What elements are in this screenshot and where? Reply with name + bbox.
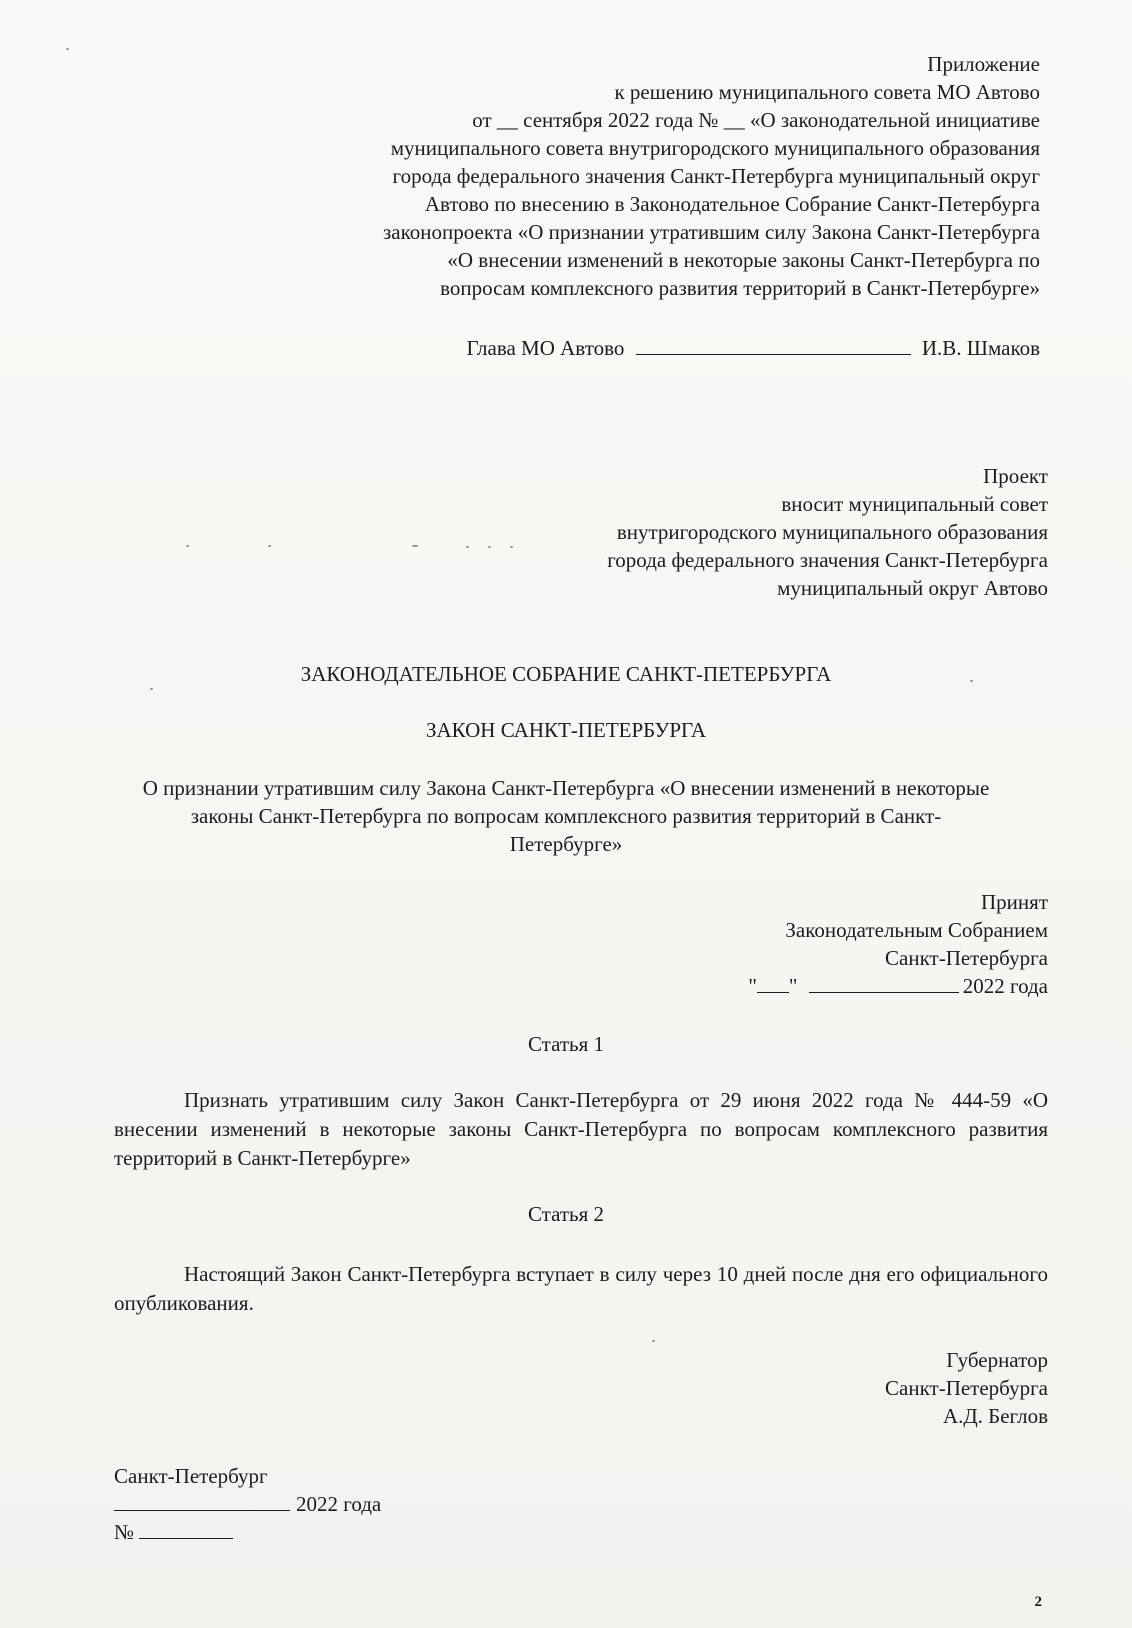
scan-speck: [652, 1340, 655, 1342]
date-close-quote: ": [788, 974, 798, 998]
footer-number-blank: [139, 1520, 233, 1539]
page-number: 2: [1034, 1594, 1042, 1610]
footer-number-label: №: [114, 1520, 135, 1544]
assembly-heading: ЗАКОНОДАТЕЛЬНОЕ СОБРАНИЕ САНКТ-ПЕТЕРБУРГА: [300, 662, 832, 686]
appendix-line: города федерального значения Санкт-Петербурга муниципальный округ: [392, 164, 1040, 188]
article-2-text: Настоящий Закон Санкт-Петербурга вступает в силу через 10 дней после дня его официального опубликования.: [114, 1262, 1048, 1315]
project-line: муниципальный округ Автово: [777, 576, 1048, 600]
appendix-line: Автово по внесению в Законодательное Собрание Санкт-Петербурга: [424, 192, 1040, 216]
scan-speck: [150, 688, 153, 690]
scan-speck: [488, 546, 491, 548]
head-signature-line: [466, 334, 1040, 362]
appendix-line: к решению муниципального совета МО Автово: [614, 80, 1040, 104]
scan-speck: [66, 48, 69, 50]
appendix-line: законопроекта «О признании утратившим силу Закона Санкт-Петербурга: [383, 220, 1040, 244]
appendix-line: Приложение: [927, 52, 1040, 76]
law-heading: ЗАКОН САНКТ-ПЕТЕРБУРГА: [425, 718, 707, 742]
scan-speck: [412, 545, 418, 547]
project-line: вносит муниципальный совет: [781, 492, 1048, 516]
footer-number-line: [114, 1518, 233, 1546]
law-title-line: О признании утратившим силу Закона Санкт-Петербурга «О внесении изменений в некоторые: [142, 776, 990, 800]
law-title-line: Петербурге»: [509, 832, 623, 856]
footer-date-blank: [114, 1492, 290, 1511]
adopted-line: Принят: [981, 890, 1048, 914]
adopted-line: Санкт-Петербурга: [885, 946, 1048, 970]
signature-blank: [636, 336, 911, 355]
month-blank: [809, 974, 959, 993]
appendix-line: вопросам комплексного развития территорий в Санкт-Петербурге»: [440, 276, 1040, 300]
date-year: 2022 года: [962, 974, 1048, 998]
appendix-line: от __ сентября 2022 года № __ «О законодательной инициативе: [472, 108, 1040, 132]
footer-date-line: [114, 1490, 381, 1518]
project-line: Проект: [983, 464, 1048, 488]
project-line: внутригородского муниципального образования: [616, 520, 1048, 544]
day-blank: [757, 974, 789, 993]
governor-name: А.Д. Беглов: [942, 1404, 1048, 1428]
adopted-line: Законодательным Собранием: [785, 918, 1048, 942]
footer-city: Санкт-Петербург: [114, 1464, 268, 1488]
law-title-line: законы Санкт-Петербурга по вопросам комплексного развития территорий в Санкт-: [190, 804, 942, 828]
adopted-date-line: [748, 972, 1048, 1000]
footer-year: 2022 года: [296, 1492, 382, 1516]
scan-speck: [510, 546, 513, 548]
article-1-text: Признать утратившим силу Закон Санкт-Петербурга от 29 июня 2022 года № 444-59 «О внесении изменений в некоторые законы Санкт-Петербурга по вопросам комплексного развития территорий в Санкт-Петербурге»: [114, 1088, 1048, 1170]
appendix-line: муниципального совета внутригородского муниципального образования: [390, 136, 1040, 160]
head-signature-name: И.В. Шмаков: [921, 336, 1040, 360]
appendix-line: «О внесении изменений в некоторые законы Санкт-Петербурга по: [447, 248, 1040, 272]
scan-speck: [186, 545, 189, 547]
project-line: города федерального значения Санкт-Петербурга: [607, 548, 1048, 572]
governor-line: Губернатор: [946, 1348, 1048, 1372]
scan-speck: [466, 546, 469, 548]
article-1-title: Статья 1: [527, 1032, 605, 1056]
governor-line: Санкт-Петербурга: [885, 1376, 1048, 1400]
head-signature-label: Глава МО Автово: [466, 336, 625, 360]
date-open-quote: ": [748, 974, 757, 998]
article-2-title: Статья 2: [527, 1202, 605, 1226]
scan-speck: [268, 545, 271, 547]
